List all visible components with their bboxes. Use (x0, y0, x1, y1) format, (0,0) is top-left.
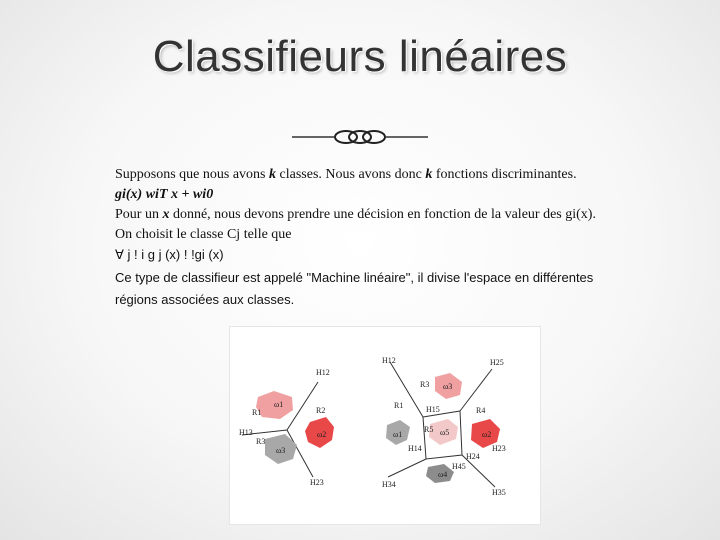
right-label-H15: H15 (426, 405, 440, 414)
left-label-w2: ω2 (317, 430, 327, 439)
right-diagram (382, 356, 506, 497)
right-label-H24: H24 (466, 452, 480, 461)
right-label-H34: H34 (382, 480, 396, 489)
right-label-w5: ω5 (440, 428, 450, 437)
right-label-w2: ω2 (482, 430, 492, 439)
text-line-decision: Pour un x donné, nous devons prendre une décision en fonction de la valeur des gi(x). (115, 207, 596, 222)
right-label-R5: R5 (424, 425, 434, 434)
right-label-R1: R1 (394, 401, 404, 410)
right-label-H35: H35 (492, 488, 506, 497)
left-label-H23: H23 (310, 478, 324, 487)
right-label-w4: ω4 (438, 470, 448, 479)
divider-ornament (290, 126, 430, 148)
right-label-H12: H12 (382, 356, 396, 365)
right-label-H14: H14 (408, 444, 422, 453)
slide-title: Classifieurs linéaires (152, 32, 568, 81)
left-label-R3: R3 (256, 437, 266, 446)
right-label-w1: ω1 (393, 430, 403, 439)
left-label-R2: R2 (316, 406, 326, 415)
left-label-w1: ω1 (274, 400, 284, 409)
left-diagram (239, 368, 334, 487)
right-label-R4: R4 (476, 406, 486, 415)
text-line-choice: On choisit le classe Cj telle que (115, 227, 292, 242)
right-label-H23: H23 (492, 444, 506, 453)
decision-regions-figure (229, 326, 541, 525)
left-label-R1: R1 (252, 408, 262, 417)
right-label-H45: H45 (452, 462, 466, 471)
right-label-R3: R3 (420, 380, 430, 389)
right-label-H25: H25 (490, 358, 504, 367)
text-line-classes: Supposons que nous avons k classes. Nous avons donc k fonctions discriminantes. (115, 167, 577, 182)
decision-regions-svg (230, 327, 540, 524)
formula-discriminant: gi(x) wiT x + wi0 (115, 187, 214, 202)
slide-body (115, 165, 635, 311)
formula-condition: ∀ j ! i g j (x) ! !gi (x) (115, 247, 224, 262)
right-label-w3: ω3 (443, 382, 453, 391)
text-line-linear-machine: Ce type de classifieur est appelé "Machine linéaire", il divise l'espace en différentes régions associées aux classes. (115, 270, 594, 307)
left-label-H13: H13 (239, 428, 253, 437)
left-label-H12: H12 (316, 368, 330, 377)
left-label-w3: ω3 (276, 446, 286, 455)
